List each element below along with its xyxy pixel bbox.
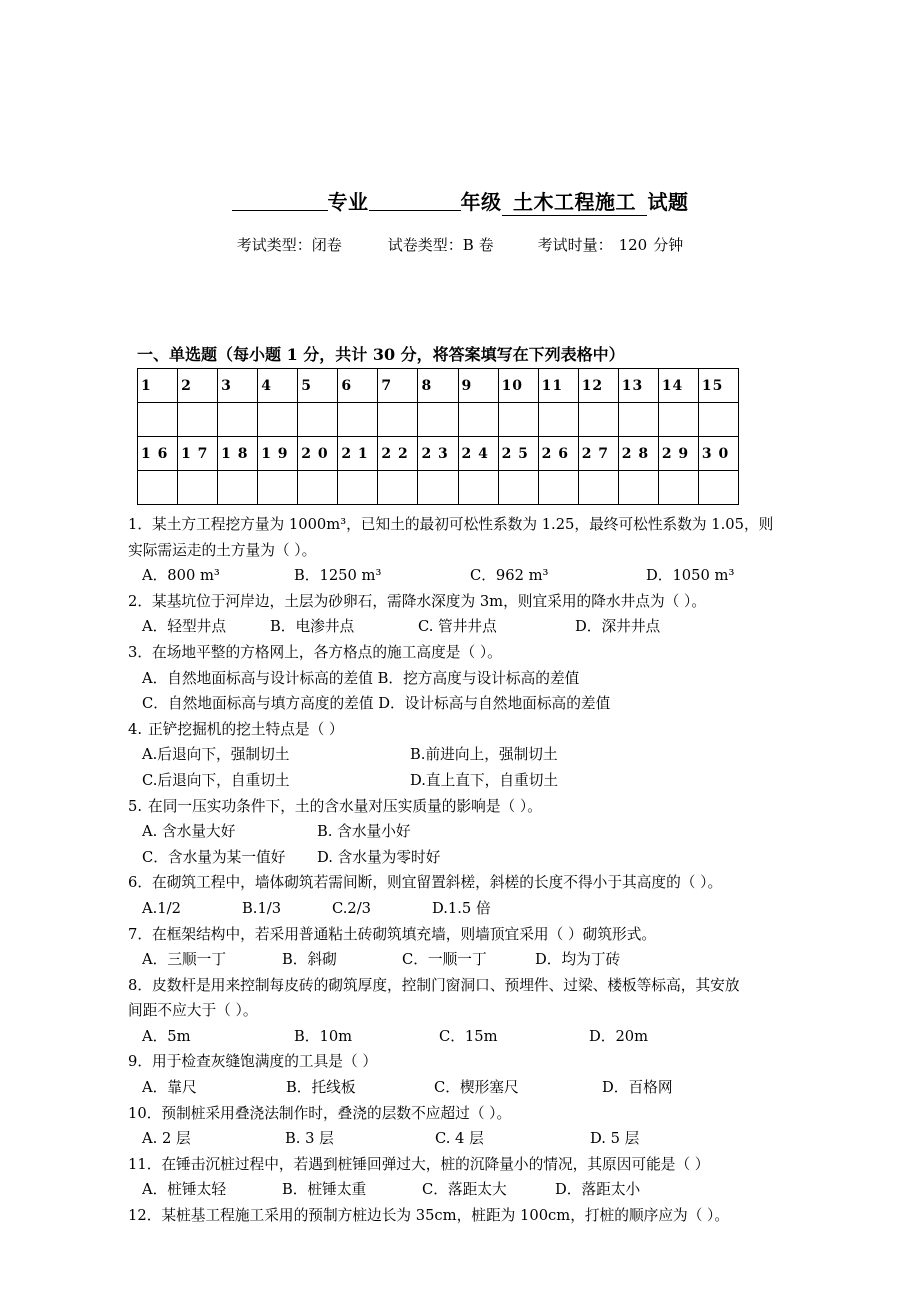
table-row [138, 369, 739, 403]
option-d[interactable]: D．20m [589, 1027, 649, 1045]
question-6-stem [128, 870, 818, 896]
course-name: 土木工程施工 [502, 190, 648, 216]
question-10-stem-line1: 预制桩采用叠浇法制作时，叠浇的层数不应超过（ ）。 [161, 1104, 512, 1122]
exam-type-label: 考试类型： [236, 236, 312, 254]
question-8-stem [128, 973, 818, 999]
question-2-options [128, 614, 818, 640]
question-8 [128, 973, 818, 1050]
option-c[interactable]: C．楔形塞尺 [434, 1079, 519, 1097]
answer-cell[interactable] [658, 471, 698, 505]
answer-cell[interactable] [578, 471, 618, 505]
answer-cell[interactable] [338, 471, 378, 505]
option-b[interactable]: B. 3 层 [285, 1130, 334, 1148]
option-c[interactable]: C.2/3 [332, 899, 372, 917]
option-d[interactable]: D. 5 层 [590, 1130, 640, 1148]
option-d[interactable]: D.1.5 倍 [432, 899, 491, 917]
question-4-stem-line1: 正铲挖掘机的挖土特点是（ ） [148, 720, 344, 738]
question-5-options-row-2 [128, 845, 818, 871]
table-cell: 2 2 [378, 437, 418, 471]
question-5 [128, 794, 818, 871]
option-d[interactable]: D．百格网 [602, 1079, 673, 1097]
question-2-stem [128, 589, 818, 615]
answer-cell[interactable] [498, 403, 538, 437]
question-1-number: 1． [128, 516, 153, 533]
table-cell: 6 [338, 369, 378, 403]
answer-cell[interactable] [418, 471, 458, 505]
option-a[interactable]: A．桩锤太轻 [142, 1181, 227, 1199]
table-row [138, 471, 739, 505]
option-b[interactable]: B. 含水量小好 [317, 823, 411, 841]
table-cell: 13 [618, 369, 658, 403]
answer-cell[interactable] [538, 471, 578, 505]
question-5-stem-line1: 在同一压实功条件下，土的含水量对压实质量的影响是（ ）。 [148, 797, 542, 815]
question-2-number: 2． [128, 592, 153, 610]
table-cell: 8 [418, 369, 458, 403]
table-cell: 2 7 [578, 437, 618, 471]
table-cell: 5 [298, 369, 338, 403]
question-5-stem [128, 794, 818, 820]
table-cell: 1 6 [138, 437, 178, 471]
answer-cell[interactable] [218, 403, 258, 437]
question-4 [128, 717, 818, 794]
question-11-options [128, 1177, 818, 1203]
question-7-options [128, 947, 818, 973]
answer-cell[interactable] [538, 403, 578, 437]
answer-cell[interactable] [418, 403, 458, 437]
question-7-stem-line1: 在框架结构中，若采用普通粘土砖砌筑填充墙，则墙顶宜采用（ ）砌筑形式。 [152, 925, 657, 943]
option-d[interactable]: D. 含水量为零时好 [317, 848, 441, 866]
question-1-stem-line1: 某土方工程挖方量为 1000m³，已知土的最初可松性系数为 1.25，最终可松性系数为 1.05，则 [152, 516, 774, 533]
table-cell: 2 9 [658, 437, 698, 471]
answer-cell[interactable] [178, 471, 218, 505]
option-b[interactable]: B．10m [294, 1027, 353, 1045]
table-cell: 2 5 [498, 437, 538, 471]
question-8-stem-line2: 间距不应大于（ ）。 [128, 1002, 258, 1020]
exam-type-value: 闭卷 [311, 236, 342, 254]
answer-cell[interactable] [298, 471, 338, 505]
question-2-stem-line1: 某基坑位于河岸边，土层为砂卵石，需降水深度为 3m，则宜采用的降水井点为（ ）。 [152, 592, 707, 610]
section-heading-single-choice: 一、单选题（每小题 1 分，共计 30 分，将答案填写在下列表格中） [137, 345, 625, 364]
option-a[interactable]: A．轻型井点 [142, 618, 227, 636]
question-10-options [128, 1126, 818, 1152]
page-title [0, 186, 920, 215]
table-cell: 2 1 [338, 437, 378, 471]
duration-label: 考试时量： [537, 236, 613, 254]
table-cell: 1 7 [178, 437, 218, 471]
table-cell: 3 [218, 369, 258, 403]
answer-cell[interactable] [458, 403, 498, 437]
option-a[interactable]: A．靠尺 [142, 1079, 197, 1097]
question-10 [128, 1101, 818, 1152]
option-a[interactable]: A. 含水量大好 [142, 823, 236, 841]
option-c[interactable]: C. 管井井点 [418, 618, 497, 636]
table-cell: 12 [578, 369, 618, 403]
answer-cell[interactable] [338, 403, 378, 437]
question-4-stem [128, 717, 818, 743]
answer-cell[interactable] [258, 403, 298, 437]
answer-cell[interactable] [618, 471, 658, 505]
question-1-options [128, 563, 818, 589]
option-d[interactable]: D．均为丁砖 [535, 951, 621, 969]
question-3-number: 3． [128, 643, 153, 661]
paper-label: 试题 [647, 190, 689, 214]
answer-cell[interactable] [698, 471, 738, 505]
option-a[interactable]: A. 2 层 [142, 1130, 191, 1148]
question-9-options [128, 1075, 818, 1101]
option-a[interactable]: A．800 m³ [142, 567, 220, 585]
question-9-number: 9． [128, 1053, 153, 1071]
table-cell: 11 [538, 369, 578, 403]
table-cell: 2 8 [618, 437, 658, 471]
answer-cell[interactable] [218, 471, 258, 505]
question-9 [128, 1049, 818, 1100]
duration-value: 120 [618, 236, 648, 254]
major-label: 专业 [327, 190, 369, 214]
question-10-stem [128, 1101, 818, 1127]
questions-container [128, 512, 818, 1229]
option-b[interactable]: B．斜砌 [282, 951, 337, 969]
option-b[interactable]: B．托线板 [286, 1079, 356, 1097]
option-a[interactable]: A．三顺一丁 [142, 951, 227, 969]
option-c[interactable]: C．含水量为某一值好 [142, 848, 286, 866]
question-3-options-row-2[interactable]: C．自然地面标高与填方高度的差值 D．设计标高与自然地面标高的差值 [142, 695, 611, 713]
grade-blank-line [369, 193, 461, 211]
option-c[interactable]: C.后退向下，自重切土 [142, 771, 290, 789]
question-3-options-row-1[interactable]: A．自然地面标高与设计标高的差值 B．挖方高度与设计标高的差值 [142, 669, 580, 687]
question-4-options-row-1 [128, 742, 818, 768]
option-c[interactable]: C．962 m³ [470, 567, 549, 585]
answer-cell[interactable] [298, 403, 338, 437]
option-c[interactable]: C. 4 层 [435, 1130, 484, 1148]
question-2 [128, 589, 818, 640]
question-12-stem [128, 1203, 818, 1229]
question-6-stem-line1: 在砌筑工程中，墙体砌筑若需间断，则宜留置斜槎，斜槎的长度不得小于其高度的（ ）。 [152, 874, 723, 892]
grade-label: 年级 [460, 190, 502, 214]
table-cell: 2 3 [418, 437, 458, 471]
table-cell: 14 [658, 369, 698, 403]
table-cell: 1 8 [218, 437, 258, 471]
duration-unit: 分钟 [653, 236, 684, 254]
paper-type-label: 试卷类型： [387, 236, 463, 254]
answer-cell[interactable] [178, 403, 218, 437]
answer-grid-body [138, 369, 739, 505]
answer-cell[interactable] [698, 403, 738, 437]
answer-cell[interactable] [618, 403, 658, 437]
question-6-options [128, 896, 818, 922]
question-12-number: 12． [128, 1207, 162, 1225]
table-cell: 2 0 [298, 437, 338, 471]
question-9-stem-line1: 用于检查灰缝饱满度的工具是（ ） [152, 1053, 378, 1071]
table-cell: 4 [258, 369, 298, 403]
answer-cell[interactable] [578, 403, 618, 437]
question-11-stem [128, 1152, 818, 1178]
question-7 [128, 922, 818, 973]
option-a[interactable]: A.后退向下，强制切土 [142, 746, 290, 764]
exam-meta-line [0, 234, 920, 255]
answer-cell[interactable] [258, 471, 298, 505]
option-b[interactable]: B．电渗井点 [270, 618, 355, 636]
answer-cell[interactable] [138, 403, 178, 437]
question-1 [128, 512, 818, 589]
question-3 [128, 640, 818, 717]
question-7-stem [128, 922, 818, 948]
question-3-stem-line1: 在场地平整的方格网上，各方格点的施工高度是（ ）。 [152, 643, 502, 661]
major-blank-line [232, 193, 328, 211]
question-11 [128, 1152, 818, 1203]
option-c[interactable]: C．落距太大 [422, 1181, 507, 1199]
answer-cell[interactable] [378, 471, 418, 505]
option-c[interactable]: C．一顺一丁 [402, 951, 487, 969]
option-d[interactable]: D.直上直下，自重切土 [410, 771, 559, 789]
question-4-number: 4. [128, 720, 143, 738]
answer-cell[interactable] [458, 471, 498, 505]
option-b[interactable]: B．1250 m³ [294, 567, 382, 585]
table-row [138, 403, 739, 437]
table-cell: 9 [458, 369, 498, 403]
question-11-number: 11． [128, 1155, 162, 1173]
answer-grid-table [137, 368, 739, 505]
question-5-number: 5. [128, 797, 143, 815]
question-12 [128, 1203, 818, 1229]
question-3-stem [128, 640, 818, 666]
table-cell: 3 0 [698, 437, 738, 471]
table-cell: 1 9 [258, 437, 298, 471]
question-1-stem [128, 512, 818, 538]
table-cell: 2 [178, 369, 218, 403]
table-cell: 2 4 [458, 437, 498, 471]
table-cell: 15 [698, 369, 738, 403]
option-b[interactable]: B.1/3 [242, 899, 282, 917]
paper-type-value: B 卷 [462, 236, 494, 254]
table-cell: 2 6 [538, 437, 578, 471]
answer-cell[interactable] [378, 403, 418, 437]
question-11-stem-line1: 在锤击沉桩过程中，若遇到桩锤回弹过大，桩的沉降量小的情况，其原因可能是（ ） [161, 1155, 710, 1173]
option-d[interactable]: D．深井井点 [575, 618, 661, 636]
table-cell: 10 [498, 369, 538, 403]
option-a[interactable]: A.1/2 [142, 899, 181, 917]
option-b[interactable]: B．桩锤太重 [282, 1181, 367, 1199]
question-12-stem-line1: 某桩基工程施工采用的预制方桩边长为 35cm，桩距为 100cm，打桩的顺序应为（ ）。 [161, 1207, 730, 1225]
option-b[interactable]: B.前进向上，强制切土 [410, 746, 558, 764]
question-6-number: 6． [128, 874, 153, 892]
answer-cell[interactable] [138, 471, 178, 505]
option-c[interactable]: C．15m [439, 1027, 498, 1045]
answer-cell[interactable] [498, 471, 538, 505]
question-10-number: 10． [128, 1104, 162, 1122]
question-1-stem-line2: 实际需运走的土方量为（ ）。 [128, 541, 317, 559]
question-8-number: 8． [128, 976, 153, 994]
question-8-options [128, 1024, 818, 1050]
question-4-options-row-2 [128, 768, 818, 794]
table-cell: 7 [378, 369, 418, 403]
option-a[interactable]: A．5m [142, 1027, 191, 1045]
table-row [138, 437, 739, 471]
question-8-stem-line1: 皮数杆是用来控制每皮砖的砌筑厚度，控制门窗洞口、预埋件、过梁、楼板等标高，其安放 [152, 976, 740, 994]
answer-cell[interactable] [658, 403, 698, 437]
table-cell: 1 [138, 369, 178, 403]
question-9-stem [128, 1049, 818, 1075]
question-7-number: 7． [128, 925, 153, 943]
question-6 [128, 870, 818, 921]
option-d[interactable]: D．落距太小 [555, 1181, 641, 1199]
question-5-options-row-1 [128, 819, 818, 845]
option-d[interactable]: D．1050 m³ [646, 567, 735, 585]
